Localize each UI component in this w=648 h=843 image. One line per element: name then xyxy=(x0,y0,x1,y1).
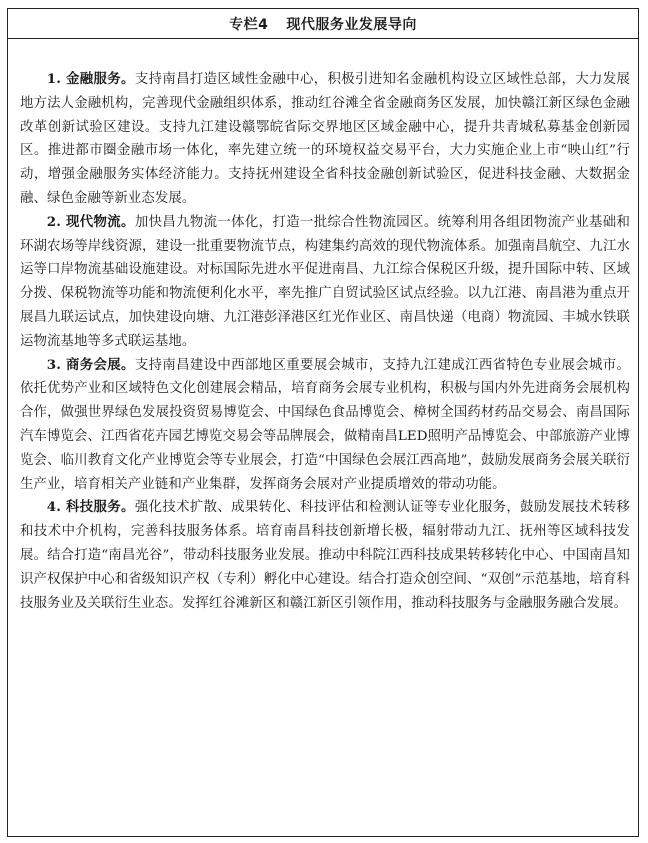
section-heading: 2. 现代物流。 xyxy=(46,213,135,230)
column-content xyxy=(8,39,638,615)
section-finance xyxy=(20,68,630,211)
feature-column-box xyxy=(7,8,639,837)
column-header xyxy=(8,9,638,39)
section-text: 强化技术扩散、成果转化、科技评估和检测认证等专业化服务，鼓励发展技术转移和技术中介机构，完善科技服务体系。培育南昌科技创新增长极，辐射带动九江、抚州等区域科技发展。结合打造“南昌光谷”，带动科技服务业发展。推动中科院江西科技成果转移转化中心、中国南昌知识产权保护中心和省级知识产权（专利）孵化中心建设。结合打造众创空间、“双创”示范基地，培育科技服务业及关联衍生业态。发挥红谷滩新区和赣江新区引领作用，推动科技服务与金融服务融合发展。 xyxy=(20,500,630,611)
section-exhibition xyxy=(20,354,630,497)
section-text: 支持南昌打造区域性金融中心，积极引进知名金融机构设立区域性总部，大力发展地方法人金融机构，完善现代金融组织体系，推动红谷滩全省金融商务区发展，加快赣江新区绿色金融改革创新试验区建设。支持九江建设赣鄂皖省际交界地区区域金融中心，提升共青城私募基金创新园区。推进都市圈金融市场一体化，率先建立统一的环境权益交易平台，大力实施企业上市“映山红”行动，增强金融服务实体经济能力。支持抚州建设全省科技金融创新试验区，促进科技金融、大数据金融、绿色金融等新业态发展。 xyxy=(20,72,630,206)
section-heading: 3. 商务会展。 xyxy=(46,356,135,373)
section-text: 加快昌九物流一体化，打造一批综合性物流园区。统筹利用各组团物流产业基础和环湖农场等岸线资源，建设一批重要物流节点，构建集约高效的现代物流体系。加强南昌航空、九江水运等口岸物流基础设施建设。对标国际先进水平促进南昌、九江综合保税区升级，提升国际中转、区域分拨、保税物流等功能和物流便利化水平，率先推广自贸试验区试点经验。以九江港、南昌港为重点开展昌九联运试点，加快建设向塘、九江港彭泽港区红光作业区、南昌快递（电商）物流园、丰城水铁联运物流基地等多式联运基地。 xyxy=(20,214,630,349)
section-text: 支持南昌建设中西部地区重要展会城市，支持九江建成江西省特色专业展会城市。依托优势产业和区域特色文化创建展会精品，培育商务会展专业机构，积极与国内外先进商务会展机构合作，做强世界绿色发展投资贸易博览会、中国绿色食品博览会、樟树全国药材药品交易会、南昌国际汽车博览会、江西省花卉园艺博览交易会等品牌展会，做精南昌LED照明产品博览会、中部旅游产业博览会、临川教育文化产业博览会等专业展会，打造“中国绿色会展江西高地”，鼓励发展商务会展关联衍生产业，培育相关产业链和产业集群，发挥商务会展对产业提质增效的带动功能。 xyxy=(20,357,630,492)
section-tech-services xyxy=(20,496,630,615)
section-heading: 4. 科技服务。 xyxy=(46,499,135,516)
column-label: 专栏4 xyxy=(229,16,269,33)
section-heading: 1. 金融服务。 xyxy=(46,71,135,87)
section-logistics xyxy=(20,211,630,354)
column-title: 现代服务业发展导向 xyxy=(286,16,417,33)
